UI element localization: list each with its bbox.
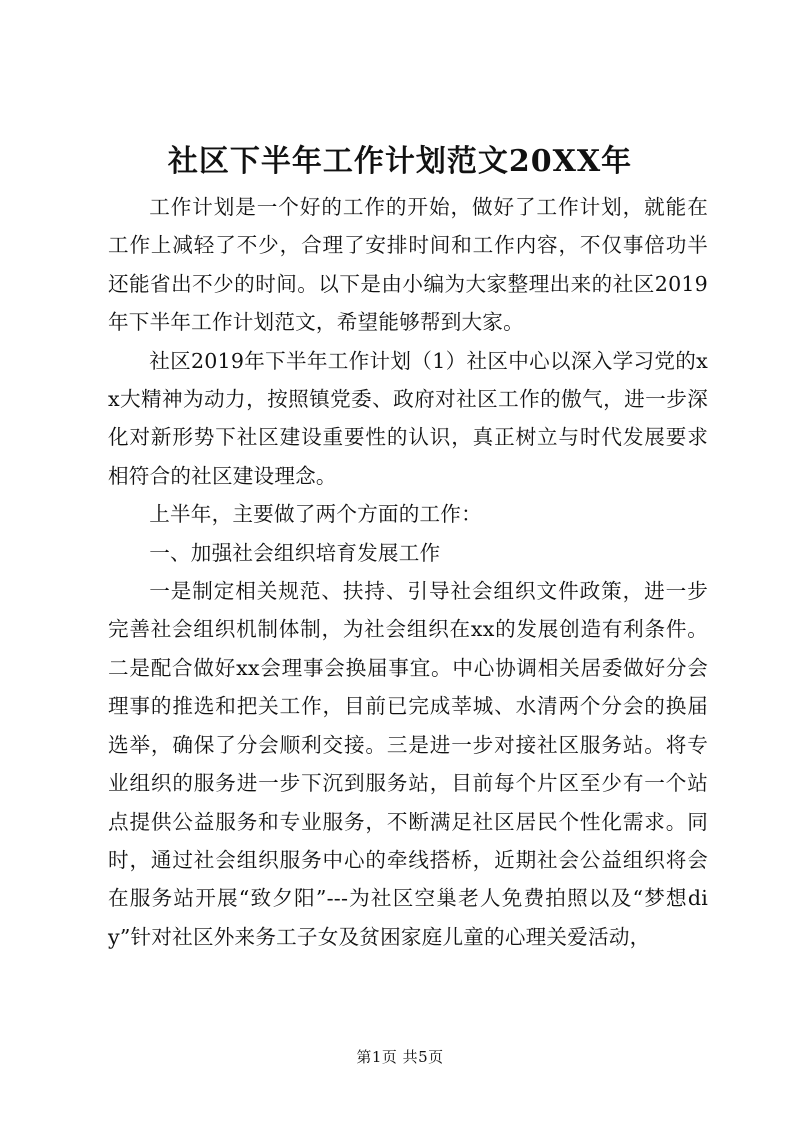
paragraph-section-1-detail: 一是制定相关规范、扶持、引导社会组织文件政策，进一步完善社会组织机制体制，为社会组织在xx的发展创造有利条件。二是配合做好xx会理事会换届事宜。中心协调相关居委做好分会理事的推选和把关工作，目前已完成莘城、水清两个分会的换届选举，确保了分会顺利交接。三是进一步对接社区服务站。将专业组织的服务进一步下沉到服务站，目前每个片区至少有一个站点提供公益服务和专业服务，不断满足社区居民个性化需求。同时，通过社会组织服务中心的牵线搭桥，近期社会公益组织将会在服务站开展“致夕阳”---为社区空巢老人免费拍照以及“梦想diy”针对社区外来务工子女及贫困家庭儿童的心理关爱活动， — [108, 579, 708, 949]
document-title: 社区下半年工作计划范文20XX年 — [167, 144, 633, 179]
section-heading-1: 一、加强社会组织培育发展工作 — [149, 540, 441, 565]
document-body — [108, 188, 708, 956]
paragraph-plan-1: 社区2019年下半年工作计划（1）社区中心以深入学习党的xx大精神为动力，按照镇党委、政府对社区工作的傲气，进一步深化对新形势下社区建设重要性的认识，真正树立与时代发展要求相符合的社区建设理念。 — [108, 348, 708, 488]
page-number-footer: 第1页 共5页 — [356, 1048, 444, 1066]
paragraph-first-half-summary: 上半年，主要做了两个方面的工作： — [149, 502, 482, 527]
paragraph-intro: 工作计划是一个好的工作的开始，做好了工作计划，就能在工作上减轻了不少，合理了安排时间和工作内容，不仅事倍功半还能省出不少的时间。以下是由小编为大家整理出来的社区2019年下半年工作计划范文，希望能够帮到大家。 — [108, 195, 708, 335]
